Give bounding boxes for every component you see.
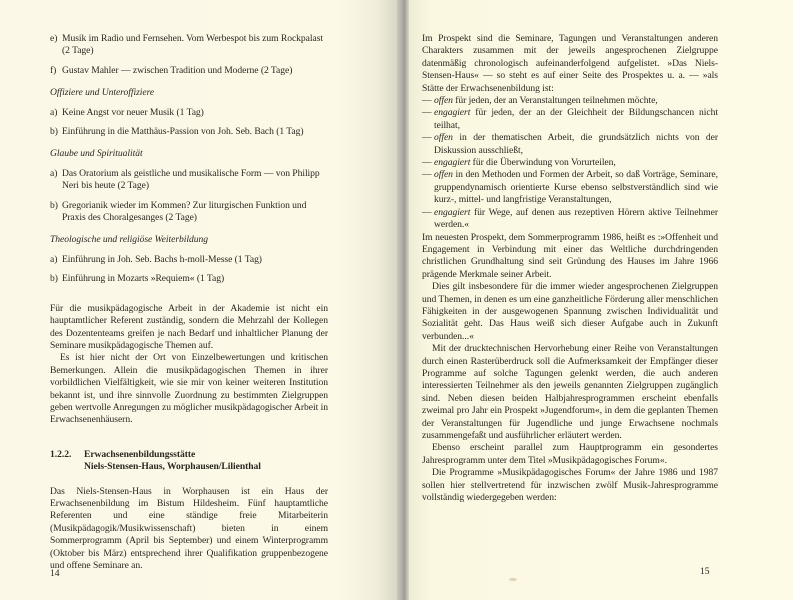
dash-marker: — bbox=[422, 157, 432, 169]
dash-marker: — bbox=[422, 95, 432, 107]
page-number: 14 bbox=[50, 568, 60, 579]
list-item-text: Gregorianik wieder im Kommen? Zur liturgischen Funktion und Praxis des Choralgesanges (2 Tage) bbox=[62, 199, 307, 224]
emphasis: offen bbox=[434, 95, 453, 107]
dash-item-text: in den Methoden und Formen der Arbeit, so daß Vorträge, Seminare, gruppendynamisch orientierte Kurse ebenso selbstverständlich sind wie kurz-, mittel- und langfristige Veranstaltungen, bbox=[434, 169, 718, 206]
dash-list-item bbox=[422, 132, 718, 157]
right-page-text bbox=[422, 33, 718, 504]
dash-list-item bbox=[422, 157, 718, 169]
section-title-line-1: Erwachsenenbildungsstätte bbox=[84, 448, 196, 460]
dash-item-text: für die Überwindung von Vorurteilen, bbox=[470, 157, 616, 169]
list-marker: a) bbox=[50, 167, 58, 179]
list-item-text: Einführung in Mozarts »Requiem« (1 Tag) bbox=[62, 273, 225, 285]
list-marker: e) bbox=[50, 33, 58, 44]
list-item bbox=[50, 168, 328, 193]
section-heading bbox=[50, 449, 328, 474]
emphasis: offen bbox=[434, 132, 453, 144]
dash-list-item bbox=[422, 107, 718, 132]
dash-marker: — bbox=[422, 206, 432, 218]
paragraph: Im Prospekt sind die Seminare, Tagungen und Veranstaltungen anderen Charakters zusammen mit der jeweils angesprochenen Zielgruppe datenmäßig chronologisch aufeinanderfolgend aufgelistet. »Das Niels-Stensen-Haus« — so steht es auf einer Seite des Prospektes u. a. — »als Stätte der Erwachsenenbildung ist: bbox=[422, 33, 718, 94]
section-number: 1.2.2. bbox=[50, 448, 72, 460]
section-title-line-2: Niels-Stensen-Haus, Worphausen/Lilienthal bbox=[84, 461, 261, 473]
list-item-text: Einführung in Joh. Seb. Bachs h-moll-Messe (1 Tag) bbox=[62, 253, 262, 265]
list-marker: b) bbox=[50, 126, 58, 138]
dash-item-text: in der thematischen Arbeit, die grundsätzlich nichts von der Diskussion ausschließt, bbox=[434, 132, 718, 156]
list-item-text: Das Oratorium als geistliche und musikalische Form — von Philipp Neri bis heute (2 Tage) bbox=[62, 167, 320, 192]
dash-marker: — bbox=[422, 107, 432, 119]
list-item bbox=[50, 126, 328, 138]
list-item bbox=[50, 254, 328, 266]
dash-item-text: für jeden, der an der Gleichheit der Bildungschancen nicht teilhat, bbox=[434, 107, 718, 131]
list-marker: b) bbox=[50, 273, 58, 285]
list-item bbox=[50, 33, 328, 58]
list-item-text: Keine Angst vor neuer Musik (1 Tag) bbox=[62, 106, 204, 118]
dash-marker: — bbox=[422, 132, 432, 144]
list-marker: a) bbox=[50, 253, 58, 265]
dash-item-text: für Wege, auf denen aus rezeptiven Hörern aktive Teilnehmer werden.« bbox=[434, 206, 718, 231]
emphasis: offen bbox=[434, 169, 453, 181]
list-item bbox=[50, 107, 328, 119]
list-item bbox=[50, 273, 328, 285]
list-item bbox=[50, 200, 328, 225]
list-item bbox=[50, 65, 328, 77]
dash-list-item bbox=[422, 207, 718, 232]
list-item-text: Musik im Radio und Fernsehen. Vom Werbespot bis zum Rockpalast (2 Tage) bbox=[62, 33, 324, 57]
paragraph: Mit der drucktechnischen Hervorhebung einer Reihe von Veranstaltungen durch einen Rasterüberdruck soll die Aufmerksamkeit der Empfänger dieser Programme auf solche Tagungen gelenkt werden, die auch anderen interessierten Teilnehmer als den jeweils genannten Zielgruppen zugänglich sind. Neben diesen beiden Halbjahresprogrammen erscheint ebenfalls zweimal pro Jahr ein Prospekt »Jugendforum«, in dem die geplanten Themen der Veranstaltungen für Jugendliche und junge Erwachsene nochmals zusammengefaßt und ausführlicher erläutert werden. bbox=[422, 343, 718, 441]
paragraph: Das Niels-Stensen-Haus in Worphausen ist ein Haus der Erwachsenenbildung im Bistum Hildesheim. Fünf hauptamtliche Referenten und eine ständige freie Mitarbeiterin (Musikpädagogik/Musikwissenschaft) bieten in einem Sommerprogramm (April bis September) und einem Winterprogramm (Oktober bis März) entsprechend ihrer Qualifikation gruppenbezogene und offene Seminare an. bbox=[50, 485, 328, 571]
list-item-text: Einführung in die Matthäus-Passion von Joh. Seb. Bach (1 Tag) bbox=[62, 126, 304, 138]
left-page-text bbox=[50, 33, 328, 572]
paragraph: Ebenso erscheint parallel zum Hauptprogramm ein gesondertes Jahresprogramm unter dem Titel »Musikpädagogisches Forum«. bbox=[422, 442, 718, 466]
dash-list-item bbox=[422, 95, 718, 107]
dash-item-text: für jeden, der an Veranstaltungen teilnehmen möchte, bbox=[452, 95, 658, 107]
list-item-text: Gustav Mahler — zwischen Tradition und Moderne (2 Tage) bbox=[62, 64, 293, 76]
paper-smudge bbox=[509, 578, 517, 581]
list-marker: a) bbox=[50, 106, 58, 118]
right-page bbox=[409, 0, 793, 600]
dash-list-item bbox=[422, 169, 718, 206]
subheading-offiziere: Offiziere und Unteroffiziere bbox=[50, 87, 155, 99]
emphasis: engagiert bbox=[434, 206, 471, 218]
paragraph: Die Programme »Musikpädagogisches Forum« der Jahre 1986 und 1987 sollen hier stellvertretend für inzwischen zwölf Musik-Jahresprogramme vollständig wiedergegeben werden: bbox=[422, 467, 718, 504]
book-gutter bbox=[397, 0, 409, 600]
paragraph: Es ist hier nicht der Ort von Einzelbewertungen und kritischen Bemerkungen. Allein die musikpädagogischen Themen in ihrer vorbildlichen Vielfältigkeit, wie sie mir von keiner weiteren Institution bekannt ist, und ihre sinnvolle Zuordnung zu bestimmten Zielgruppen geben wertvolle Anregungen zu möglicher musikpädagogischer Arbeit in Erwachsenenhäusern. bbox=[50, 352, 328, 426]
paragraph: Für die musikpädagogische Arbeit in der Akademie ist nicht ein hauptamtlicher Referent zuständig, sondern die Mehrzahl der Kollegen des Dozententeams greifen je nach Bedarf und inhaltlicher Planung der Seminare musikpädagogische Themen auf. bbox=[50, 302, 328, 351]
emphasis: engagiert bbox=[434, 157, 471, 169]
list-marker: f) bbox=[50, 64, 57, 76]
paragraph: Dies gilt insbesondere für die immer wieder angesprochenen Zielgruppen und Themen, in denen es um eine ganzheitliche Förderung aller menschlichen Fähigkeiten in der ausgewogenen Spannung zwischen Individualität und Sozialität geht. Das Haus weiß sich dieser Aufgabe auch in Zukunft verbunden...« bbox=[422, 281, 718, 342]
page-number: 15 bbox=[700, 566, 710, 577]
dash-marker: — bbox=[422, 169, 432, 181]
subheading-glaube: Glaube und Spiritualität bbox=[50, 148, 143, 160]
list-marker: b) bbox=[50, 199, 58, 211]
paragraph: Im neuesten Prospekt, dem Sommerprogramm 1986, heißt es :»Offenheit und Engagement in Verbindung mit einer das Weltliche durchdringenden christlichen Grundhaltung sind seit Gründung des Hauses im Jahre 1966 prägende Merkmale seiner Arbeit. bbox=[422, 231, 718, 280]
section-title bbox=[84, 449, 261, 474]
subheading-theologie: Theologische und religiöse Weiterbildung bbox=[50, 234, 208, 246]
emphasis: engagiert bbox=[434, 107, 471, 119]
